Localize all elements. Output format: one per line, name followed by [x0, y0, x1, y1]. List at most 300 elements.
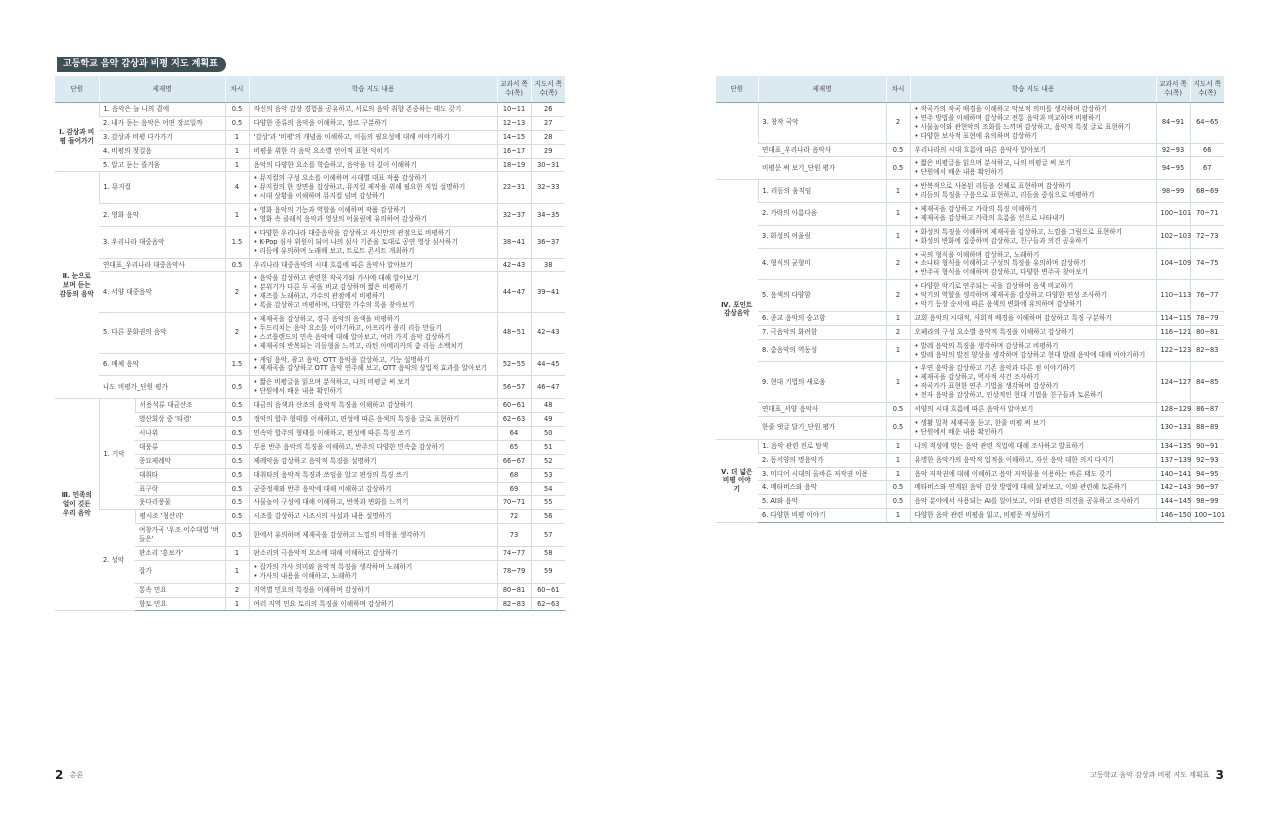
table-row	[55, 272, 565, 313]
column-header-guide: 지도서 쪽수(쪽)	[1190, 76, 1224, 103]
content-cell	[249, 272, 497, 313]
content-text: 시조를 감상하고 시조시의 사설과 내용 설명하기	[253, 512, 392, 521]
topic-cell: 연대표_우리나라 음악사	[758, 143, 886, 157]
topic-cell: 종묘제례악	[135, 454, 225, 468]
content-cell	[910, 453, 1156, 467]
topic-cell: 나도 비평가_단원 평가	[99, 376, 225, 399]
guide-page-cell: 26	[531, 103, 565, 117]
left-page-number: 2	[55, 768, 64, 782]
guide-page-cell: 67	[1190, 157, 1224, 180]
table-row	[716, 481, 1224, 495]
content-cell	[249, 130, 497, 144]
content-item: • 제재곡을 감상하고, 경극 음악의 음색을 비평하기	[254, 315, 493, 324]
textbook-page-cell: 146~150	[1156, 509, 1190, 523]
content-cell	[910, 416, 1156, 439]
content-cell	[910, 143, 1156, 157]
topic-cell: 2. 가락의 아름다움	[758, 203, 886, 226]
content-text: 대취타의 음악적 특징과 쓰임을 알고 편성의 특징 쓰기	[253, 470, 409, 479]
textbook-page-cell: 44~47	[497, 272, 531, 313]
textbook-page-cell: 66~67	[497, 454, 531, 468]
content-item: • 리듬에 유의하며 노래해 보고, 트로트 콘서트 개최하기	[254, 247, 493, 256]
content-list	[254, 315, 493, 351]
guide-page-cell: 70~71	[1190, 203, 1224, 226]
table-row	[716, 311, 1224, 325]
content-item: • 제재곡을 감상하고 가락의 특징 이해하기	[915, 205, 1152, 214]
guide-page-cell: 48	[531, 399, 565, 413]
content-item: • 악기의 역할을 생각하며 제재곡을 감상하고 다양한 편성 조사하기	[915, 291, 1152, 300]
content-text: 대금의 음색과 산조의 음악적 특징을 이해하고 감상하기	[253, 401, 413, 410]
period-cell: 2	[886, 280, 910, 312]
textbook-page-cell: 84~91	[1156, 103, 1190, 144]
period-cell: 2	[225, 272, 249, 313]
column-header-guide: 지도서 쪽수(쪽)	[531, 76, 565, 103]
content-item: • 작곡가가 표현한 연주 기법을 생각하며 감상하기	[915, 382, 1152, 391]
period-cell: 0.5	[886, 416, 910, 439]
table-row	[716, 439, 1224, 453]
period-cell: 1	[886, 509, 910, 523]
unit-cell: Ⅴ. 더 넓은 비평 이야기	[716, 439, 758, 522]
guide-page-cell: 50	[531, 426, 565, 440]
topic-cell: 5. AI와 음악	[758, 495, 886, 509]
column-header-period: 차시	[225, 76, 249, 103]
table-row	[716, 248, 1224, 280]
content-cell	[249, 353, 497, 376]
content-text: 비평을 위한 각 음악 요소별 언어적 표현 익히기	[253, 146, 390, 155]
guide-page-cell: 44~45	[531, 353, 565, 376]
textbook-page-cell: 92~93	[1156, 143, 1190, 157]
table-row	[716, 103, 1224, 144]
left-page	[55, 76, 565, 611]
content-item: • 곡의 형식을 이해하며 감상하고, 노래하기	[915, 251, 1152, 260]
period-cell: 1.5	[225, 226, 249, 258]
content-text: 판소리의 극음악적 요소에 대해 이해하고 감상하기	[253, 548, 398, 557]
column-header-unit: 단원	[55, 76, 99, 103]
table-row	[55, 144, 565, 158]
content-item: • 영화 속 클래식 음악과 영상의 어울림에 유의하여 감상하기	[254, 215, 493, 224]
content-item: • 제재곡의 반복되는 리듬형을 느끼고, 라틴 아메리카의 춤 리듬 소백치기	[254, 342, 493, 351]
content-cell	[910, 325, 1156, 339]
content-item: • 다양한 보사적 표현에 유의하며 감상하기	[915, 132, 1152, 141]
period-cell: 0.5	[886, 157, 910, 180]
topic-cell: 5. 음색의 다양함	[758, 280, 886, 312]
guide-page-cell: 82~83	[1190, 339, 1224, 362]
table-row	[716, 325, 1224, 339]
period-cell: 2	[886, 248, 910, 280]
content-cell	[910, 339, 1156, 362]
textbook-page-cell: 74~77	[497, 546, 531, 560]
guide-page-cell: 62~63	[531, 597, 565, 611]
table-row	[55, 172, 565, 204]
textbook-page-cell: 102~103	[1156, 225, 1190, 248]
content-cell	[249, 313, 497, 354]
table-row	[716, 403, 1224, 417]
table-row	[55, 353, 565, 376]
guide-page-cell: 94~95	[1190, 467, 1224, 481]
content-text: 정악의 합주 형태를 이해하고, 편성에 따른 음색의 특징을 글로 표현하기	[253, 415, 460, 424]
content-item: • 화성의 특징을 이해하며 제재곡을 감상하고, 느낌을 그림으로 표현하기	[915, 228, 1152, 237]
column-header-content: 학습 지도 내용	[249, 76, 497, 103]
period-cell: 0.5	[225, 454, 249, 468]
guide-page-cell: 29	[531, 144, 565, 158]
textbook-page-cell: 78~79	[497, 560, 531, 583]
table-row	[55, 510, 565, 524]
textbook-page-cell: 128~129	[1156, 403, 1190, 417]
guide-page-cell: 60~61	[531, 583, 565, 597]
content-item: • 반복적으로 사용된 리듬을 신체로 표현하며 감상하기	[915, 182, 1152, 191]
period-cell: 0.5	[225, 440, 249, 454]
topic-cell: 3. 화성의 어울림	[758, 225, 886, 248]
textbook-page-cell: 144~145	[1156, 495, 1190, 509]
table-row	[716, 203, 1224, 226]
guide-page-cell: 88~89	[1190, 416, 1224, 439]
topic-cell: 2. 내가 듣는 음악은 어떤 장르일까	[99, 116, 225, 130]
topic-cell: 1. 뮤지컬	[99, 172, 225, 204]
topic-cell: 대취타	[135, 468, 225, 482]
table-row	[55, 258, 565, 272]
textbook-page-cell: 122~123	[1156, 339, 1190, 362]
guide-page-cell: 32~33	[531, 172, 565, 204]
topic-cell: 평시조 '청산리'	[135, 510, 225, 524]
topic-cell: 1. 음악 관련 진로 탐색	[758, 439, 886, 453]
content-cell	[249, 468, 497, 482]
topic-cell: 6. 다양한 비평 이야기	[758, 509, 886, 523]
unit-cell: Ⅲ. 민족의 얼이 깃든 우리 음악	[55, 399, 99, 611]
content-cell	[910, 439, 1156, 453]
table-row	[716, 453, 1224, 467]
textbook-page-cell: 94~95	[1156, 157, 1190, 180]
content-text: 유명한 음악가의 음악적 업적을 이해하고, 자신 음악 대한 의지 다지기	[914, 455, 1114, 464]
content-list	[254, 274, 493, 310]
guide-page-cell: 84~85	[1190, 362, 1224, 403]
textbook-page-cell: 124~127	[1156, 362, 1190, 403]
topic-cell: 6. 종교 음악의 숭고함	[758, 311, 886, 325]
guide-page-cell: 74~75	[1190, 248, 1224, 280]
topic-cell: 한줄 댓글 달기_단원 평가	[758, 416, 886, 439]
table-row	[55, 204, 565, 227]
period-cell: 0.5	[225, 116, 249, 130]
period-cell: 4	[225, 172, 249, 204]
content-cell	[249, 172, 497, 204]
period-cell: 0.5	[225, 376, 249, 399]
content-text: 오페라의 구성 요소별 음악적 특징을 이해하고 감상하기	[914, 327, 1074, 336]
guide-page-cell: 52	[531, 454, 565, 468]
content-item: • 두드리치는 음악 요소를 이야기하고, 아프리카 폴리 리듬 만들기	[254, 324, 493, 333]
table-row	[716, 467, 1224, 481]
content-cell	[249, 144, 497, 158]
guide-page-cell: 49	[531, 413, 565, 427]
content-item: • 가사의 내용을 이해하고, 노래하기	[254, 572, 493, 581]
guide-page-cell: 58	[531, 546, 565, 560]
guide-page-cell: 27	[531, 116, 565, 130]
column-header-period: 차시	[886, 76, 910, 103]
textbook-page-cell: 142~143	[1156, 481, 1190, 495]
table-row	[716, 225, 1224, 248]
period-cell: 1	[886, 439, 910, 453]
table-row	[55, 103, 565, 117]
topic-cell: 표구락	[135, 482, 225, 496]
column-header-topic: 제재명	[99, 76, 225, 103]
content-cell	[910, 180, 1156, 203]
guide-page-cell: 34~35	[531, 204, 565, 227]
content-item: • 분위기가 다른 두 곡을 비교 감상하며 짧은 비평하기	[254, 283, 493, 292]
topic-cell: 연대표_서양 음악사	[758, 403, 886, 417]
period-cell: 1	[225, 560, 249, 583]
period-cell: 1	[886, 180, 910, 203]
content-cell	[910, 495, 1156, 509]
content-cell	[249, 583, 497, 597]
content-cell	[249, 482, 497, 496]
period-cell: 2	[225, 583, 249, 597]
left-folio	[55, 768, 83, 782]
topic-cell: 2. 영화 음악	[99, 204, 225, 227]
content-text: 음악 분야에서 사용되는 AI를 알아보고, 이와 관련한 의견을 공유하고 조사하기	[914, 497, 1140, 506]
content-item: • 전자 음악을 감상하고, 인상적인 현대 기법을 친구들과 토론하기	[915, 391, 1152, 400]
period-cell: 2	[225, 313, 249, 354]
content-list	[254, 378, 493, 396]
content-text: 지역별 민요의 특징을 이해하며 감상하기	[253, 585, 371, 594]
content-item: • 악기 등장 순서에 따른 음색의 변화에 유의하며 감상하기	[915, 300, 1152, 309]
period-cell: 0.5	[886, 495, 910, 509]
textbook-page-cell: 73	[497, 524, 531, 547]
guide-page-cell: 46~47	[531, 376, 565, 399]
textbook-page-cell: 62~63	[497, 413, 531, 427]
plan-title-tag: 고등학교 음악 감상과 비평 지도 계획표	[57, 57, 226, 72]
content-item: • 생활 밀착 제재곡을 듣고, 한줄 비평 써 보기	[915, 419, 1152, 428]
table-row	[55, 226, 565, 258]
guide-page-cell: 39~41	[531, 272, 565, 313]
content-item: • 우연 음악을 감상하고 기존 음악과 다른 점 이야기하기	[915, 364, 1152, 373]
content-item: • 제재곡을 감상하고 OTT 음악 연주해 보고, OTT 음악의 상업적 효과를 알아보기	[254, 364, 493, 373]
content-item: • 발레 음악의 특징을 생각하며 감상하고 비평하기	[915, 342, 1152, 351]
content-item: • 사물놀이와 관현악의 조화를 느끼며 감상하고, 음악적 특징 글로 표현하기	[915, 123, 1152, 132]
textbook-page-cell: 65	[497, 440, 531, 454]
guide-page-cell: 96~97	[1190, 481, 1224, 495]
content-list	[915, 419, 1152, 437]
period-cell: 0.5	[225, 413, 249, 427]
guide-page-cell: 76~77	[1190, 280, 1224, 312]
guide-page-cell: 56	[531, 510, 565, 524]
table-row	[716, 416, 1224, 439]
period-cell: 1	[225, 597, 249, 611]
content-item: • 뮤지컬의 한 장면을 감상하고, 뮤지컬 제작을 위해 필요한 직업 설명하기	[254, 183, 493, 192]
textbook-page-cell: 130~131	[1156, 416, 1190, 439]
content-item: • 음악을 감상하고 관련한 작곡가와 가사에 대해 알아보기	[254, 274, 493, 283]
guide-page-cell: 90~91	[1190, 439, 1224, 453]
content-cell	[249, 103, 497, 117]
column-header-topic: 제재명	[758, 76, 886, 103]
content-list	[915, 228, 1152, 246]
period-cell: 1	[886, 203, 910, 226]
content-item: • 단원에서 배운 내용 확인하기	[915, 168, 1152, 177]
content-item: • 스코틀랜드의 민속 음악에 대해 알아보고, 여러 가지 음악 감상하기	[254, 333, 493, 342]
topic-cell: 잡가	[135, 560, 225, 583]
content-cell	[910, 403, 1156, 417]
guide-page-cell: 78~79	[1190, 311, 1224, 325]
content-text: 우리나라의 시대 흐름에 따른 음악사 알아보기	[914, 145, 1047, 154]
content-item: • 게임 음악, 광고 음악, OTT 음악을 감상하고, 기능 설명하기	[254, 356, 493, 365]
content-text: 음악 저작권에 대해 이해하고 음악 저작물을 이용하는 바른 태도 갖기	[914, 469, 1112, 478]
unit-cell: Ⅰ. 감상과 비평 들어가기	[55, 103, 99, 172]
content-cell	[249, 399, 497, 413]
textbook-page-cell: 38~41	[497, 226, 531, 258]
period-cell: 0.5	[225, 258, 249, 272]
textbook-page-cell: 137~139	[1156, 453, 1190, 467]
unit-cell: Ⅳ. 포인트 감상음악	[716, 180, 758, 439]
content-cell	[249, 546, 497, 560]
right-page-number: 3	[1215, 768, 1224, 782]
table-row	[716, 495, 1224, 509]
content-text: 궁중정재와 반주 음악에 대해 이해하고 감상하기	[253, 484, 392, 493]
content-item: • 단원에서 배운 내용 확인하기	[915, 428, 1152, 437]
textbook-page-cell: 70~71	[497, 496, 531, 510]
period-cell: 0.5	[225, 482, 249, 496]
topic-cell: 통속 민요	[135, 583, 225, 597]
content-cell	[249, 413, 497, 427]
content-list	[254, 356, 493, 374]
guide-page-cell: 64~65	[1190, 103, 1224, 144]
textbook-page-cell: 82~83	[497, 597, 531, 611]
textbook-page-cell: 134~135	[1156, 439, 1190, 453]
period-cell: 2	[886, 325, 910, 339]
guide-page-cell: 30~31	[531, 158, 565, 172]
content-list	[254, 229, 493, 256]
group-cell: 2. 성악	[99, 510, 135, 611]
period-cell: 1	[225, 144, 249, 158]
column-header-textbook: 교과서 쪽수(쪽)	[1156, 76, 1190, 103]
textbook-page-cell: 100~101	[1156, 203, 1190, 226]
textbook-page-cell: 60~61	[497, 399, 531, 413]
period-cell: 2	[886, 103, 910, 144]
textbook-page-cell: 110~113	[1156, 280, 1190, 312]
guide-page-cell: 54	[531, 482, 565, 496]
right-folio-text: 고등학교 음악 감상과 비평 지도 계획표	[1090, 771, 1210, 779]
period-cell: 1	[225, 130, 249, 144]
table-row	[55, 313, 565, 354]
period-cell: 1	[225, 204, 249, 227]
topic-cell: 4. 서양 대중음악	[99, 272, 225, 313]
topic-cell: 연대표_우리나라 대중음악사	[99, 258, 225, 272]
content-item: • 다양한 악기로 연주되는 곡을 감상하며 음색 비교하기	[915, 282, 1152, 291]
textbook-page-cell: 22~31	[497, 172, 531, 204]
period-cell: 0.5	[225, 103, 249, 117]
content-list	[254, 174, 493, 201]
content-list	[915, 364, 1152, 400]
content-item: • 단원에서 배운 내용 확인하기	[254, 387, 493, 396]
unit-cell: Ⅱ. 눈으로 보며 듣는 감동의 음악	[55, 172, 99, 399]
content-text: 제례악을 감상하고 음악적 특징을 설명하기	[253, 456, 377, 465]
content-cell	[249, 496, 497, 510]
textbook-page-cell: 64	[497, 426, 531, 440]
topic-cell: 3. 창작 국악	[758, 103, 886, 144]
content-list	[915, 282, 1152, 309]
topic-cell: 2. 동서양의 명음악가	[758, 453, 886, 467]
textbook-page-cell: 104~109	[1156, 248, 1190, 280]
content-cell	[910, 225, 1156, 248]
content-item: • 반주곡 형식을 이해하며 감상하고, 다양한 변주곡 찾아보기	[915, 268, 1152, 277]
period-cell: 1	[225, 158, 249, 172]
topic-cell: 비평문 써 보기_단원 평가	[758, 157, 886, 180]
content-list	[254, 563, 493, 581]
table-row	[55, 130, 565, 144]
textbook-page-cell: 69	[497, 482, 531, 496]
table-row	[55, 376, 565, 399]
content-cell	[249, 204, 497, 227]
content-cell	[910, 157, 1156, 180]
textbook-page-cell: 32~37	[497, 204, 531, 227]
table-row	[716, 509, 1224, 523]
topic-cell: 4. 비평의 첫걸음	[99, 144, 225, 158]
unit-cell	[716, 103, 758, 180]
table-row	[716, 157, 1224, 180]
textbook-page-cell: 72	[497, 510, 531, 524]
content-list	[915, 251, 1152, 278]
period-cell: 1	[886, 362, 910, 403]
content-cell	[249, 510, 497, 524]
content-item: • 다양한 우리나라 대중음악을 감상하고 자신만의 관점으로 비평하기	[254, 229, 493, 238]
table-row	[716, 362, 1224, 403]
content-cell	[249, 158, 497, 172]
period-cell: 0.5	[225, 524, 249, 547]
guide-page-cell: 66	[1190, 143, 1224, 157]
content-cell	[249, 524, 497, 547]
content-text: 민속악 합주의 형태를 이해하고, 편성에 따른 특징 쓰기	[253, 428, 411, 437]
topic-cell: 5. 다른 문화권의 음악	[99, 313, 225, 354]
group-cell: 1. 기악	[99, 399, 135, 510]
textbook-page-cell: 48~51	[497, 313, 531, 354]
guide-page-cell: 98~99	[1190, 495, 1224, 509]
textbook-page-cell: 52~55	[497, 353, 531, 376]
guide-page-cell: 72~73	[1190, 225, 1224, 248]
column-header-unit: 단원	[716, 76, 758, 103]
guide-page-cell: 38	[531, 258, 565, 272]
period-cell: 0.5	[225, 399, 249, 413]
topic-cell: 1. 음악은 늘 나의 곁에	[99, 103, 225, 117]
content-text: 서양의 시대 흐름에 따른 음악사 알아보기	[914, 405, 1034, 414]
topic-cell: 1. 리듬의 움직임	[758, 180, 886, 203]
content-list	[915, 182, 1152, 200]
content-item: • 화성의 변화에 집중하며 감상하고, 친구들과 의견 공유하기	[915, 237, 1152, 246]
topic-cell: 4. 메타버스와 음악	[758, 481, 886, 495]
table-row	[55, 116, 565, 130]
content-cell	[249, 597, 497, 611]
content-cell	[249, 426, 497, 440]
topic-cell: 웃다리풍물	[135, 496, 225, 510]
topic-cell: 서용석류 대금산조	[135, 399, 225, 413]
guide-page-cell: 51	[531, 440, 565, 454]
content-cell	[910, 203, 1156, 226]
textbook-page-cell: 16~17	[497, 144, 531, 158]
guide-page-cell: 55	[531, 496, 565, 510]
topic-cell: 5. 알고 듣는 즐거움	[99, 158, 225, 172]
content-text: 한에서 유의하며 제재곡을 감상하고 느낌의 미학을 생각하기	[253, 530, 426, 539]
content-text: 무용 반주 음악의 특징을 이해하고, 반주의 다양한 민속춤 감상하기	[253, 442, 445, 451]
period-cell: 1	[886, 467, 910, 481]
topic-cell: 판소리 '흥보가'	[135, 546, 225, 560]
content-text: 우리나라 대중음악의 시대 흐름에 따른 음악사 알아보기	[253, 260, 413, 269]
content-item: • 제재곡을 감상하고 가락의 흐름을 선으로 나타내기	[915, 214, 1152, 223]
content-cell	[910, 311, 1156, 325]
content-item: • 잡가의 가사 의미와 음악적 특징을 생각하며 노래하기	[254, 563, 493, 572]
topic-cell: 시나위	[135, 426, 225, 440]
table-row	[716, 339, 1224, 362]
content-item: • K-Pop 심사 위원이 되어 나의 심사 기준을 토대로 공연 영상 심사하기	[254, 238, 493, 247]
textbook-page-cell: 80~81	[497, 583, 531, 597]
right-header-row	[716, 76, 1224, 103]
topic-cell: 3. 우리나라 대중음악	[99, 226, 225, 258]
textbook-page-cell: 116~121	[1156, 325, 1190, 339]
content-list	[915, 342, 1152, 360]
table-row	[716, 280, 1224, 312]
